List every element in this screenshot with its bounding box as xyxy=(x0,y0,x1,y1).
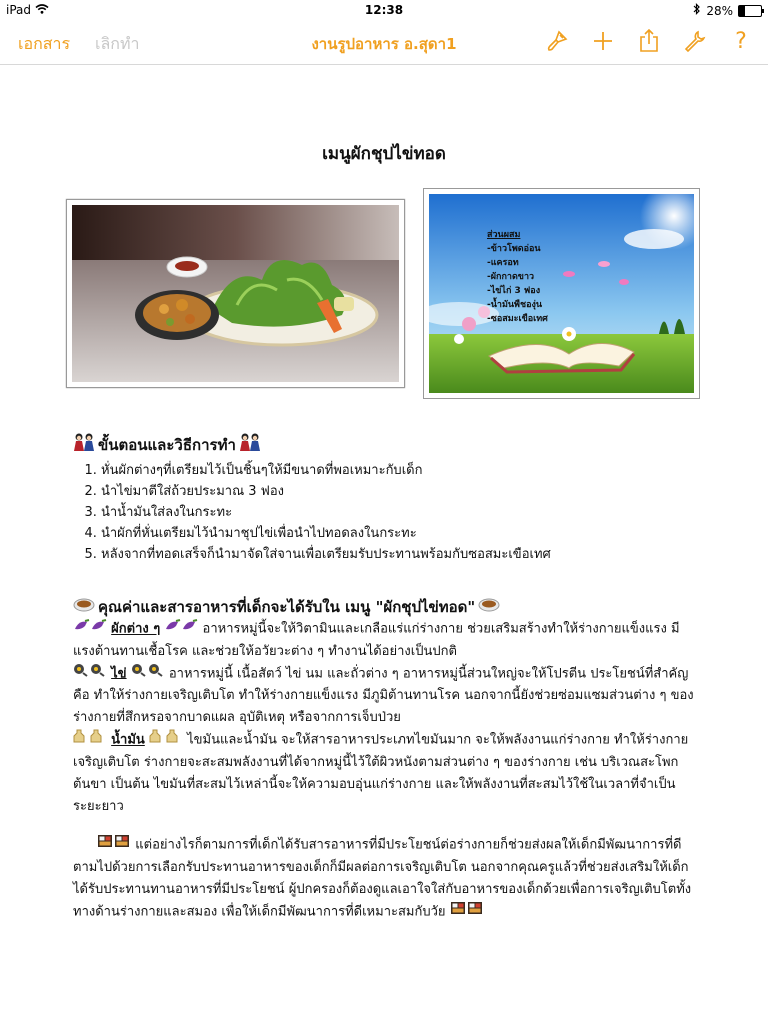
clock: 12:38 xyxy=(364,3,404,17)
ingredient-item: -ซอสมะเขือเทศ xyxy=(487,314,548,324)
vegetable-label: ผักต่าง ๆ xyxy=(111,621,161,637)
dish-photo-frame xyxy=(66,199,405,388)
oil-paragraph xyxy=(73,729,698,818)
oil-label: น้ำมัน xyxy=(111,732,145,748)
egg-label: ไข่ xyxy=(111,666,127,681)
document-title[interactable]: งานรูปอาหาร อ.สุดา1 xyxy=(311,35,457,53)
ingredient-item: -แครอท xyxy=(487,258,519,268)
steps-section xyxy=(73,432,698,565)
vegetable-text: อาหารหมู่นี้จะให้วิตามินและเกลือแร่แก่ร่างกาย ช่วยเสริมสร้างทำให้ร่างกายแข็งแรง มีแรงต้านทานเชื้อโรค และช่วยให้อวัยวะต่าง ๆ ทำงานได้อย่างเป็นปกติ xyxy=(73,621,680,659)
list-item: 3. นำน้ำมันใส่ลงในกระทะ xyxy=(101,502,698,523)
vegetable-paragraph xyxy=(73,618,698,663)
ingredients-heading: ส่วนผสม xyxy=(487,230,521,240)
plus-icon[interactable] xyxy=(590,28,616,54)
dolls-icon xyxy=(73,432,95,458)
nutrition-heading-text: คุณค่าและสารอาหารที่เด็กจะได้รับใน เมนู "ผักชุปไข่ทอด" xyxy=(98,598,476,616)
list-item: 4. นำผักที่หั่นเตรียมไว้นำมาชุปไข่เพื่อนำไปทอดลงในกระทะ xyxy=(101,523,698,544)
undo-button[interactable]: เลิกทำ xyxy=(95,34,140,53)
paintbrush-icon[interactable] xyxy=(544,28,570,54)
device-label: iPad xyxy=(6,3,32,17)
closing-paragraph xyxy=(73,834,698,923)
list-item: 1. หั่นผักต่างๆที่เตรียมไว้เป็นชิ้นๆให้มีขนาดที่พอเหมาะกับเด็ก xyxy=(101,460,698,481)
status-bar xyxy=(0,0,768,20)
ingredients-list xyxy=(487,228,548,326)
list-item: 2. นำไข่มาตีใส่ถ้วยประมาณ 3 ฟอง xyxy=(101,481,698,502)
help-icon[interactable]: ? xyxy=(735,28,747,54)
ingredients-card-frame xyxy=(423,188,700,399)
bottle-icon xyxy=(149,729,183,751)
steps-list xyxy=(73,460,698,565)
battery-icon xyxy=(738,5,762,17)
wrench-icon[interactable] xyxy=(682,28,708,54)
ingredients-card xyxy=(429,194,694,393)
ingredient-item: -น้ำมันพืชองุ่น xyxy=(487,300,543,310)
bluetooth-icon xyxy=(693,3,701,18)
ingredient-item: -ผักกาดขาว xyxy=(487,272,535,282)
egg-text: อาหารหมู่นี้ เนื้อสัตว์ ไข่ นม และถั่วต่าง ๆ อาหารหมู่นี้ส่วนใหญ่จะให้โปรตีน ประโยชน์ที่สำคัญคือ ทำให้ร่างกายเจริญเติบโต ทำให้ร่างกายแข็งแรง มีภูมิต้านทานโรค นอกจากนี้ยังช่วยซ่อมแซมส่วนต่าง ๆ ของร่างกายที่สึกหรอจากบาดแผล อุบัติเหตุ หรือจากการเจ็บป่วย xyxy=(73,666,694,725)
ingredient-item: -ไข่ไก่ 3 ฟอง xyxy=(487,286,541,296)
dish-photo xyxy=(72,205,399,382)
curry-icon xyxy=(73,596,95,618)
curry-icon xyxy=(478,596,500,618)
frying-pan-icon xyxy=(131,663,165,685)
share-icon[interactable] xyxy=(636,28,662,54)
oil-text: ไขมันและน้ำมัน จะให้สารอาหารประเภทไขมันมาก จะให้พลังงานแก่ร่างกาย ทำให้ร่างกายเจริญเติบโต ร่างกายจะสะสมพลังงานที่ได้จากหมู่นี้ไว้ใต้ผิวหนังตามส่วนต่าง ๆ ของร่างกาย เช่น บริเวณสะโพก ต้นขา เป็นต้น ไขมันที่สะสมไว้เหล่านี้จะให้ความอบอุ่นแก่ร่างกาย และให้พลังงานที่สะสมไว้ใช้ในเวลาที่จำเป็นระยะยาว xyxy=(73,732,689,814)
steps-heading-text: ขั้นตอนและวิธีการทำ xyxy=(98,436,236,454)
nutrition-section xyxy=(73,596,698,818)
bottle-icon xyxy=(73,729,107,751)
list-item: 5. หลังจากที่ทอดเสร็จก็นำมาจัดใส่จานเพื่อเตรียมรับประทานพร้อมกับซอสมะเขือเทศ xyxy=(101,544,698,565)
page-title: เมนูผักชุปไข่ทอด xyxy=(322,144,446,164)
steps-heading xyxy=(73,432,698,458)
ingredient-item: -ข้าวโพดอ่อน xyxy=(487,244,541,254)
bento-icon xyxy=(450,901,484,923)
eggplant-icon xyxy=(164,618,198,640)
closing-section xyxy=(73,834,698,923)
dolls-icon xyxy=(239,432,261,458)
nutrition-heading xyxy=(73,596,698,618)
toolbar xyxy=(0,20,768,65)
frying-pan-icon xyxy=(73,663,107,685)
bento-icon xyxy=(97,834,131,856)
battery-percent: 28% xyxy=(706,3,733,18)
egg-paragraph xyxy=(73,663,698,730)
documents-button[interactable]: เอกสาร xyxy=(18,34,71,53)
eggplant-icon xyxy=(73,618,107,640)
closing-text: แต่อย่างไรก็ตามการที่เด็กได้รับสารอาหารที่มีประโยชน์ต่อร่างกายก็ช่วยส่งผลให้เด็กมีพัฒนาการที่ดีตามไปด้วยการเลือกรับประทานอาหารของเด็กก็มีผลต่อการเจริญเติบโต นอกจากคุณครูแล้วที่ช่วยส่งเสริมให้เด็กได้รับประทานทานอาหารที่มีประโยชน์ ผู้ปกครองก็ต้องดูแลเอาใจใส่กับอาหารของเด็กด้วยเพื่อการเจริญเติบโตทั้งทางด้านร่างกายและสมอง เพื่อให้เด็กมีพัฒนาการที่ดีเหมาะสมกับวัย xyxy=(73,837,692,919)
